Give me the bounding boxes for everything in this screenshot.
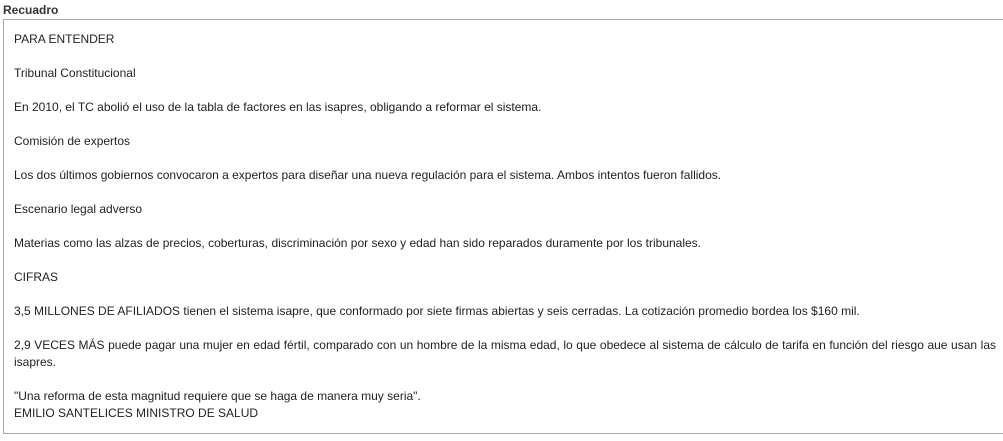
- figure-text: 3,5 MILLONES DE AFILIADOS tienen el sistema isapre, que conformado por siete firmas abiertas y seis cerradas. La cotización promedio bordea los $160 mil.: [14, 304, 860, 318]
- recuadro-textarea[interactable]: [3, 19, 1003, 434]
- item-title: Comisión de expertos: [14, 134, 131, 148]
- item-title: Tribunal Constitucional: [14, 66, 136, 80]
- quote-author: EMILIO SANTELICES MINISTRO DE SALUD: [14, 406, 259, 420]
- quote-block: [14, 388, 996, 422]
- figures-heading: CIFRAS: [14, 270, 59, 284]
- item-title: Escenario legal adverso: [14, 202, 143, 216]
- item-text: Los dos últimos gobiernos convocaron a expertos para diseñar una nueva regulación para el sistema. Ambos intentos fueron fallidos.: [14, 168, 722, 182]
- field-label: Recuadro: [3, 3, 59, 17]
- figure-text: 2,9 VECES MÁS puede pagar una mujer en edad fértil, comparado con un hombre de la misma edad, lo que obedece al sistema de cálculo de tarifa en función del riesgo aue usan las isapres.: [14, 338, 996, 369]
- item-text: Materias como las alzas de precios, coberturas, discriminación por sexo y edad han sido reparados duramente por los tribunales.: [14, 236, 702, 250]
- heading-text: PARA ENTENDER: [14, 32, 115, 46]
- quote-text: "Una reforma de esta magnitud requiere que se haga de manera muy seria".: [14, 389, 421, 403]
- item-text: En 2010, el TC abolió el uso de la tabla de factores en las isapres, obligando a reformar el sistema.: [14, 100, 542, 114]
